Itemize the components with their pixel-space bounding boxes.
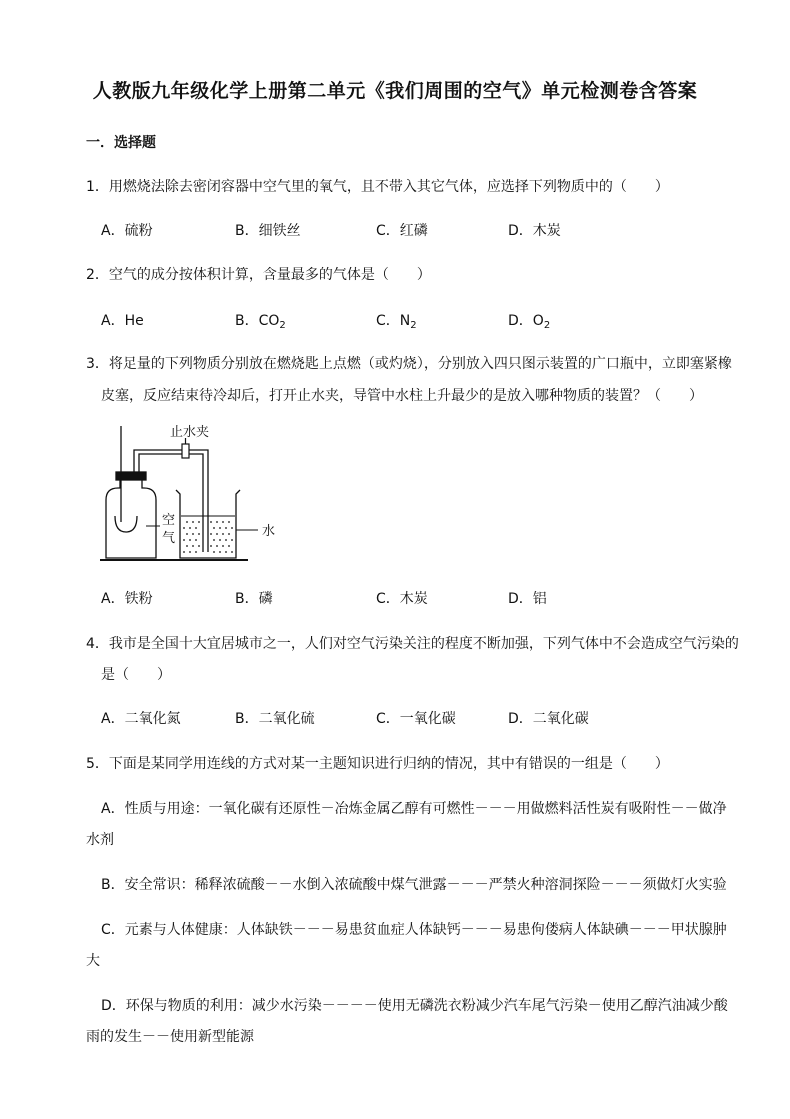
q5-option-c-line-1: C．元素与人体健康：人体缺铁－－－易患贫血症人体缺钙－－－易患佝偻病人体缺碘－－－甲状腺肿 — [101, 922, 727, 938]
q3-option-a: A．铁粉 — [101, 591, 153, 607]
water-dot — [222, 533, 224, 535]
q1-option-c: C．红磷 — [376, 223, 428, 239]
water-dot — [216, 533, 218, 535]
question-2-text: 2．空气的成分按体积计算，含量最多的气体是（ ） — [86, 267, 431, 283]
apparatus-diagram — [96, 420, 296, 570]
air-label-2: 气 — [162, 531, 176, 546]
q4-option-c: C．一氧化碳 — [376, 711, 456, 727]
q4-option-a: A．二氧化氮 — [101, 711, 181, 727]
water-dot — [192, 521, 194, 523]
water-dot — [216, 545, 218, 547]
water-dot — [183, 551, 185, 553]
water-dot — [228, 533, 230, 535]
q1-option-a: A．硫粉 — [101, 223, 153, 239]
water-dot — [225, 527, 227, 529]
q1-option-d: D．木炭 — [508, 223, 561, 239]
page-title: 人教版九年级化学上册第二单元《我们周围的空气》单元检测卷含答案 — [92, 80, 698, 102]
water-dot — [183, 539, 185, 541]
water-dot — [195, 527, 197, 529]
q2-option-d: D．$O_2$ — [508, 313, 551, 331]
q2-option-a: A．He — [101, 313, 144, 329]
q4-option-d: D．二氧化碳 — [508, 711, 589, 727]
water-dot — [225, 539, 227, 541]
water-dot — [186, 545, 188, 547]
water-dot — [186, 533, 188, 535]
q5-option-d-line-1: D．环保与物质的利用：减少水污染－－－－使用无磷洗衣粉减少汽车尾气污染－使用乙醇汽油减少酸 — [101, 998, 728, 1014]
question-1-text: 1．用燃烧法除去密闭容器中空气里的氧气，且不带入其它气体，应选择下列物质中的（ ） — [86, 179, 669, 195]
water-dot — [231, 539, 233, 541]
water-dot — [228, 521, 230, 523]
air-label-1: 空 — [162, 513, 176, 528]
question-5-text: 5．下面是某同学用连线的方式对某一主题知识进行归纳的情况，其中有错误的一组是（ ） — [86, 756, 669, 772]
water-dot — [192, 545, 194, 547]
q2-option-c: C．$N_2$ — [376, 313, 417, 331]
water-dot — [228, 545, 230, 547]
water-clamp — [182, 438, 189, 458]
water-dot — [183, 527, 185, 529]
water-dot — [210, 521, 212, 523]
water-label: 水 — [262, 524, 276, 539]
q3-option-c: C．木炭 — [376, 591, 428, 607]
water-dot — [210, 533, 212, 535]
water-dot — [210, 545, 212, 547]
question-3-line-2: 皮塞，反应结束待冷却后，打开止水夹，导管中水柱上升最少的是放入哪种物质的装置？（ ） — [101, 388, 703, 404]
wide-mouth-bottle — [106, 472, 156, 558]
water-dot — [219, 527, 221, 529]
water-dot — [189, 527, 191, 529]
water-dot — [231, 527, 233, 529]
water-dot — [222, 521, 224, 523]
water-dot — [225, 551, 227, 553]
water-dot — [198, 533, 200, 535]
water-dot — [222, 545, 224, 547]
water-dot — [198, 521, 200, 523]
water-dot — [198, 545, 200, 547]
q5-option-a-line-2: 水剂 — [86, 832, 114, 848]
question-4-line-2: 是（ ） — [101, 667, 171, 683]
q5-option-a-line-1: A．性质与用途：一氧化碳有还原性－冶炼金属乙醇有可燃性－－－用做燃料活性炭有吸附性－－做净 — [101, 801, 727, 817]
water-dot — [213, 527, 215, 529]
water-dot — [195, 551, 197, 553]
water-dot — [213, 551, 215, 553]
q2-option-b: B．$CO_2$ — [235, 313, 286, 331]
q5-option-d-line-2: 雨的发生－－使用新型能源 — [86, 1029, 254, 1045]
water-dot — [231, 551, 233, 553]
water-dot — [186, 521, 188, 523]
water-dot — [216, 521, 218, 523]
section-heading: 一．选择题 — [86, 135, 156, 151]
q4-option-b: B．二氧化硫 — [235, 711, 315, 727]
clamp-label: 止水夹 — [170, 425, 210, 440]
q3-option-d: D．铝 — [508, 591, 547, 607]
q1-option-b: B．细铁丝 — [235, 223, 301, 239]
water-dot — [219, 539, 221, 541]
water-dot — [213, 539, 215, 541]
water-dot — [192, 533, 194, 535]
water-dot — [195, 539, 197, 541]
q5-option-b-line-1: B．安全常识：稀释浓硫酸－－水倒入浓硫酸中煤气泄露－－－严禁火种溶洞探险－－－须做灯火实验 — [101, 877, 727, 893]
question-3-line-1: 3．将足量的下列物质分别放在燃烧匙上点燃（或灼烧），分别放入四只图示装置的广口瓶中，立即塞紧橡 — [86, 356, 732, 372]
question-4-line-1: 4．我市是全国十大宜居城市之一，人们对空气污染关注的程度不断加强，下列气体中不会造成空气污染的 — [86, 636, 739, 652]
water-dot — [189, 539, 191, 541]
water-dot — [219, 551, 221, 553]
q3-option-b: B．磷 — [235, 591, 273, 607]
water-dot — [189, 551, 191, 553]
q5-option-c-line-2: 大 — [86, 953, 100, 969]
